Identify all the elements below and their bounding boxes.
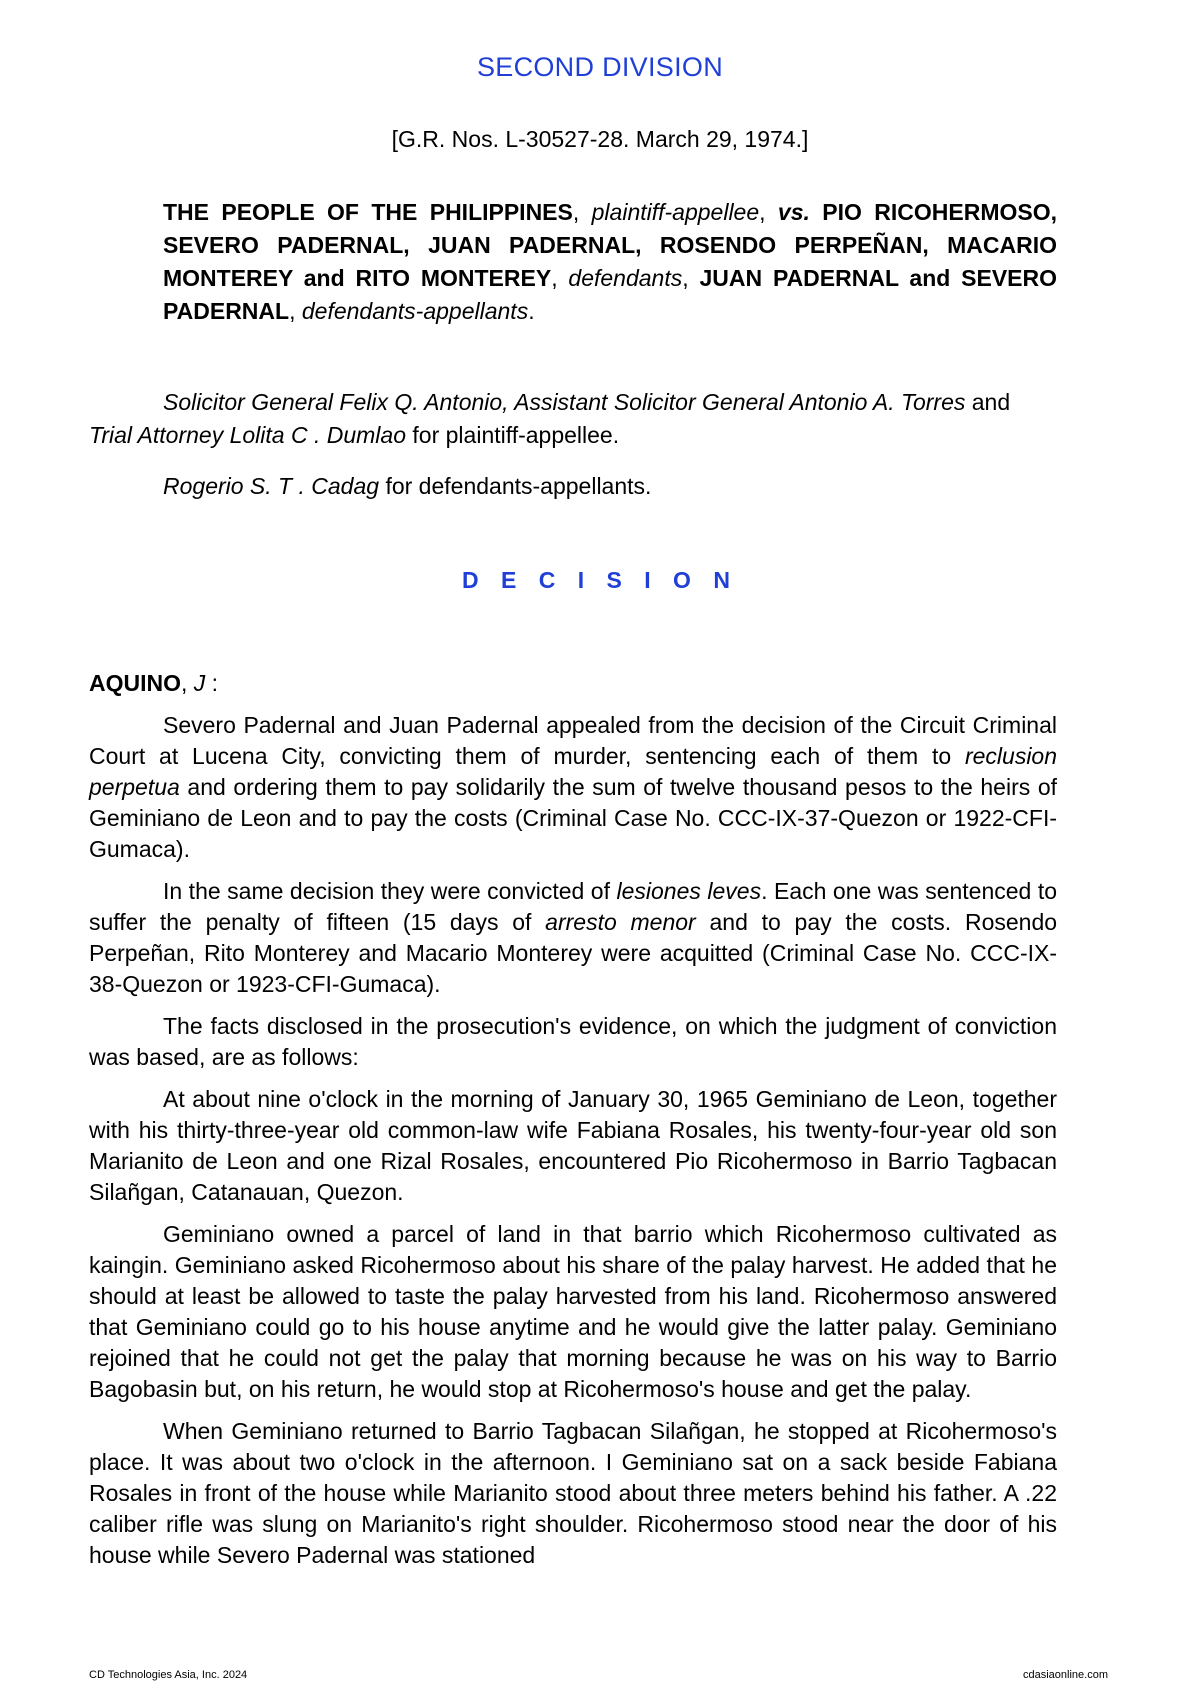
paragraph: Geminiano owned a parcel of land in that barrio which Ricohermoso cultivated as kaingin. Geminiano asked Ricohermoso about his share of the palay harvest. He added that he should at least be allowed to taste the palay harvested from his land. Ricohermoso answered that Geminiano could go to his house anytime and he would give the latter palay. Geminiano rejoined that he could not get the palay that morning because he was on his way to Barrio Bagobasin but, on his return, he would stop at Ricohermoso's house and get the palay. [89, 1221, 1057, 1402]
counsel-plaintiff-tail: for plaintiff-appellee. [412, 422, 620, 448]
ponente: AQUINO, J : [89, 670, 219, 696]
party-appellants: JUAN PADERNAL and SEVERO PADERNAL [163, 265, 1058, 324]
footer-copyright: CD Technologies Asia, Inc. 2024 [89, 1669, 248, 1681]
division-heading: SECOND DIVISION [476, 52, 724, 82]
party-defendants: PIO RICOHERMOSO, SEVERO PADERNAL, JUAN PADERNAL, ROSENDO PERPEÑAN, MACARIO MONTEREY and RITO MONTEREY [163, 199, 1058, 291]
defendants-role: defendants [568, 265, 683, 291]
counsel-plaintiff-names: Solicitor General Felix Q. Antonio, Assistant Solicitor General Antonio A. Torres [163, 389, 966, 415]
plaintiff-role: plaintiff-appellee [591, 199, 760, 225]
counsel-conjunction: and [971, 389, 1011, 415]
paragraph: Severo Padernal and Juan Padernal appealed from the decision of the Circuit Criminal Court at Lucena City, convicting them of murder, sentencing each of them to reclusion perpetua and ordering them to pay solidarily the sum of twelve thousand pesos to the heirs of Geminiano de Leon and to pay the costs (Criminal Case No. CCC-IX-37-Quezon or 1922-CFI-Gumaca). [89, 712, 1058, 862]
counsel-plaintiff [89, 386, 1057, 452]
decision-heading: D E C I S I O N [462, 567, 738, 593]
case-number: [G.R. Nos. L-30527-28. March 29, 1974.] [391, 126, 809, 152]
appellants-role: defendants-appellants [301, 298, 529, 324]
ponente-name: AQUINO [89, 670, 181, 696]
counsel-defendants-tail: for defendants-appellants. [385, 473, 652, 499]
paragraph: At about nine o'clock in the morning of January 30, 1965 Geminiano de Leon, together with his thirty-three-year old common-law wife Fabiana Rosales, his twenty-four-year old son Marianito de Leon and one Rizal Rosales, encountered Pio Ricohermoso in Barrio Tagbacan Silañgan, Catanauan, Quezon. [89, 1086, 1057, 1205]
decision-body [89, 710, 1057, 1582]
counsel-trial-attorney: Trial Attorney Lolita C . Dumlao [89, 422, 407, 448]
paragraph: In the same decision they were convicted of lesiones leves. Each one was sentenced to suffer the penalty of fifteen (15 days of arresto menor and to pay the costs. Rosendo Perpeñan, Rito Monterey and Macario Monterey were acquitted (Criminal Case No. CCC-IX-38-Quezon or 1923-CFI-Gumaca). [89, 878, 1058, 997]
counsel-defendants [163, 470, 1057, 503]
paragraph: When Geminiano returned to Barrio Tagbacan Silañgan, he stopped at Ricohermoso's place. It was about two o'clock in the afternoon. I Geminiano sat on a sack beside Fabiana Rosales in front of the house while Marianito stood about three meters behind his father. A .22 caliber rifle was slung on Marianito's right shoulder. Ricohermoso stood near the door of his house while Severo Padernal was stationed [89, 1418, 1057, 1568]
counsel-defendants-name: Rogerio S. T . Cadag [163, 473, 380, 499]
party-plaintiff: THE PEOPLE OF THE PHILIPPINES [163, 199, 573, 225]
ponente-title: J [193, 670, 206, 696]
versus-label: vs. [777, 199, 810, 225]
footer-website: cdasiaonline.com [1023, 1669, 1108, 1681]
paragraph: The facts disclosed in the prosecution's evidence, on which the judgment of conviction was based, are as follows: [89, 1013, 1057, 1070]
case-parties: THE PEOPLE OF THE PHILIPPINES, plaintiff-appellee, vs. PIO RICOHERMOSO, SEVERO PADERNAL, JUAN PADERNAL, ROSENDO PERPEÑAN, MACARIO MONTEREY and RITO MONTEREY, defendants, JUAN PADERNAL and SEVERO PADERNAL, defendants-appellants. [163, 199, 1058, 324]
